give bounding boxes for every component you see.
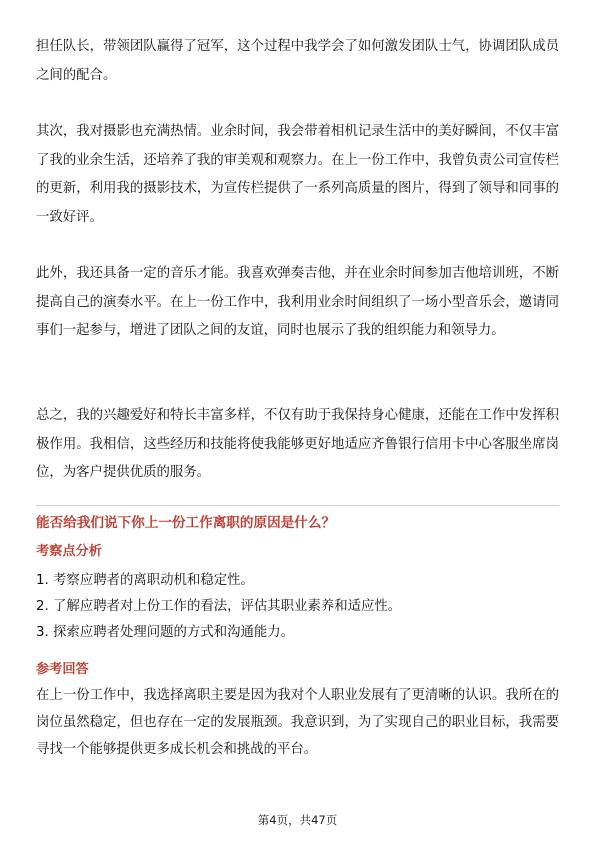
paragraph-team-captain: 担任队长，带领团队赢得了冠军，这个过程中我学会了如何激发团队士气，协调团队成员之间的配合。 (36, 39, 559, 83)
reference-answer: 在上一份工作中，我选择离职主要是因为我对个人职业发展有了更清晰的认识。我所在的岗位虽然稳定，但也存在一定的发展瓶颈。我意识到，为了实现自己的职业目标，我需要寻找一个能够提供更多成长机会和挑战的平台。 (36, 688, 559, 757)
paragraph-summary: 总之，我的兴趣爱好和特长丰富多样，不仅有助于我保持身心健康，还能在工作中发挥积极作用。我相信，这些经历和技能将使我能够更好地适应齐鲁银行信用卡中心客服坐席岗位，为客户提供优质的服务。 (36, 408, 559, 480)
list-item: 1. 考察应聘者的离职动机和稳定性。 (36, 573, 254, 588)
answer-heading: 参考回答 (36, 662, 89, 677)
analysis-heading: 考察点分析 (36, 544, 102, 559)
page-number: 第4页，共47页 (257, 813, 338, 827)
list-item: 2. 了解应聘者对上份工作的看法，评估其职业素养和适应性。 (36, 599, 402, 614)
interview-question: 能否给我们说下你上一份工作离职的原因是什么？ (36, 515, 336, 531)
list-item: 3. 探索应聘者处理问题的方式和沟通能力。 (36, 625, 295, 640)
paragraph-photography: 其次，我对摄影也充满热情。业余时间，我会带着相机记录生活中的美好瞬间，不仅丰富了我的业余生活，还培养了我的审美观和观察力。在上一份工作中，我曾负责公司宣传栏的更新，利用我的摄影技术，为宣传栏提供了一系列高质量的图片，得到了领导和同事的一致好评。 (36, 124, 559, 225)
section-divider (36, 505, 559, 506)
analysis-list (36, 568, 559, 646)
paragraph-music: 此外，我还具备一定的音乐才能。我喜欢弹奏吉他，并在业余时间参加吉他培训班，不断提高自己的演奏水平。在上一份工作中，我利用业余时间组织了一场小型音乐会，邀请同事们一起参与，增进了团队之间的友谊，同时也展示了我的组织能力和领导力。 (36, 266, 559, 338)
